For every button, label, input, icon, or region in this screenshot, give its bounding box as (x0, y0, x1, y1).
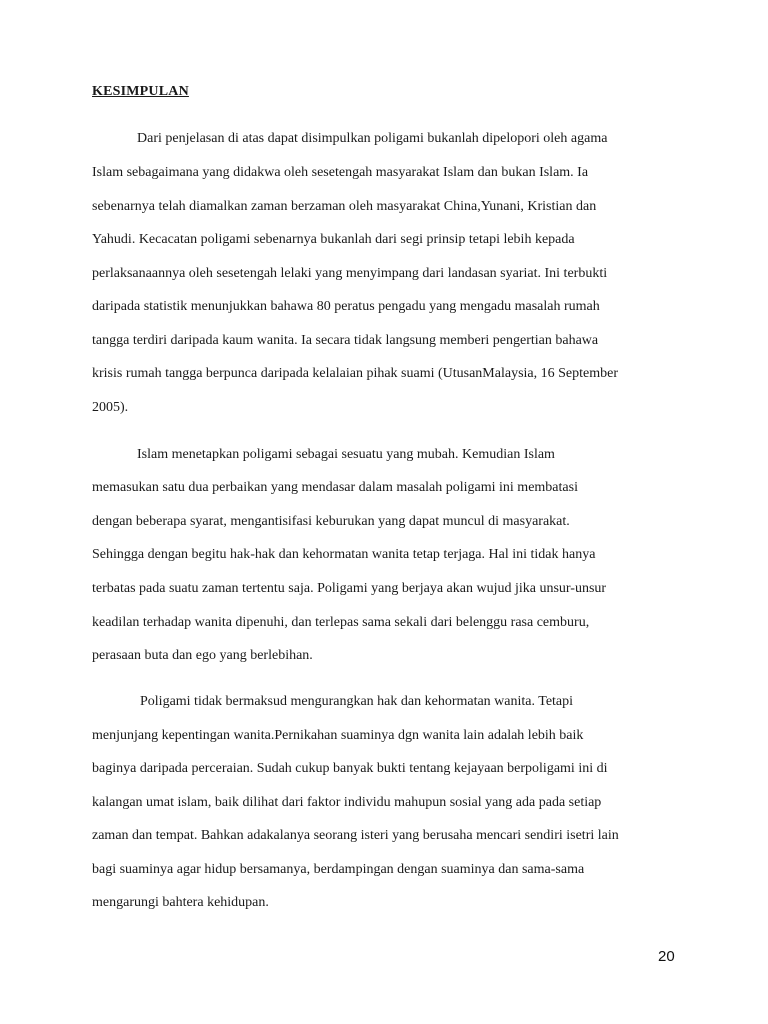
paragraph-2-line: Sehingga dengan begitu hak-hak dan kehormatan wanita tetap terjaga. Hal ini tidak hanya (92, 547, 596, 562)
paragraph-2-line: Islam menetapkan poligami sebagai sesuatu yang mubah. Kemudian Islam (137, 447, 555, 462)
paragraph-1-line: 2005). (92, 400, 129, 415)
paragraph-1-line: tangga terdiri daripada kaum wanita. Ia secara tidak langsung memberi pengertian bahawa (92, 333, 599, 348)
paragraph-1-line: perlaksanaannya oleh sesetengah lelaki yang menyimpang dari landasan syariat. Ini terbukti (92, 266, 608, 281)
paragraph-2-line: dengan beberapa syarat, mengantisifasi keburukan yang dapat muncul di masyarakat. (92, 514, 570, 529)
paragraph-1-line: Yahudi. Kecacatan poligami sebenarnya bukanlah dari segi prinsip tetapi lebih kepada (92, 232, 575, 247)
paragraph-3-line: bagi suaminya agar hidup bersamanya, berdampingan dengan suaminya dan sama-sama (92, 862, 585, 877)
paragraph-1-line: krisis rumah tangga berpunca daripada kelalaian pihak suami (UtusanMalaysia, 16 September (92, 366, 618, 381)
paragraph-2-line: perasaan buta dan ego yang berlebihan. (92, 648, 313, 663)
paragraph-1-line: sebenarnya telah diamalkan zaman berzaman oleh masyarakat China,Yunani, Kristian dan (92, 199, 597, 214)
paragraph-3-line: baginya daripada perceraian. Sudah cukup banyak bukti tentang kejayaan berpoligami ini di (92, 761, 608, 776)
paragraph-3-line: kalangan umat islam, baik dilihat dari faktor individu mahupun sosial yang ada pada setiap (92, 795, 602, 810)
paragraph-1-line: daripada statistik menunjukkan bahawa 80 peratus pengadu yang mengadu masalah rumah (92, 299, 600, 314)
paragraph-3-line: Poligami tidak bermaksud mengurangkan hak dan kehormatan wanita. Tetapi (140, 694, 574, 709)
paragraph-3-line: zaman dan tempat. Bahkan adakalanya seorang isteri yang berusaha mencari sendiri isetri lain (92, 828, 619, 843)
page-number: 20 (658, 948, 675, 965)
paragraph-3-line: mengarungi bahtera kehidupan. (92, 895, 269, 910)
paragraph-2-line: keadilan terhadap wanita dipenuhi, dan terlepas sama sekali dari belenggu rasa cemburu, (92, 615, 590, 630)
paragraph-2-line: terbatas pada suatu zaman tertentu saja. Poligami yang berjaya akan wujud jika unsur-unsur (92, 581, 607, 596)
section-heading: KESIMPULAN (92, 84, 189, 99)
paragraph-3-line: menjunjang kepentingan wanita.Pernikahan suaminya dgn wanita lain adalah lebih baik (92, 728, 584, 743)
paragraph-2-line: memasukan satu dua perbaikan yang mendasar dalam masalah poligami ini membatasi (92, 480, 578, 495)
paragraph-1-line: Islam sebagaimana yang didakwa oleh sesetengah masyarakat Islam dan bukan Islam. Ia (92, 165, 589, 180)
paragraph-1-line: Dari penjelasan di atas dapat disimpulkan poligami bukanlah dipelopori oleh agama (137, 131, 608, 146)
